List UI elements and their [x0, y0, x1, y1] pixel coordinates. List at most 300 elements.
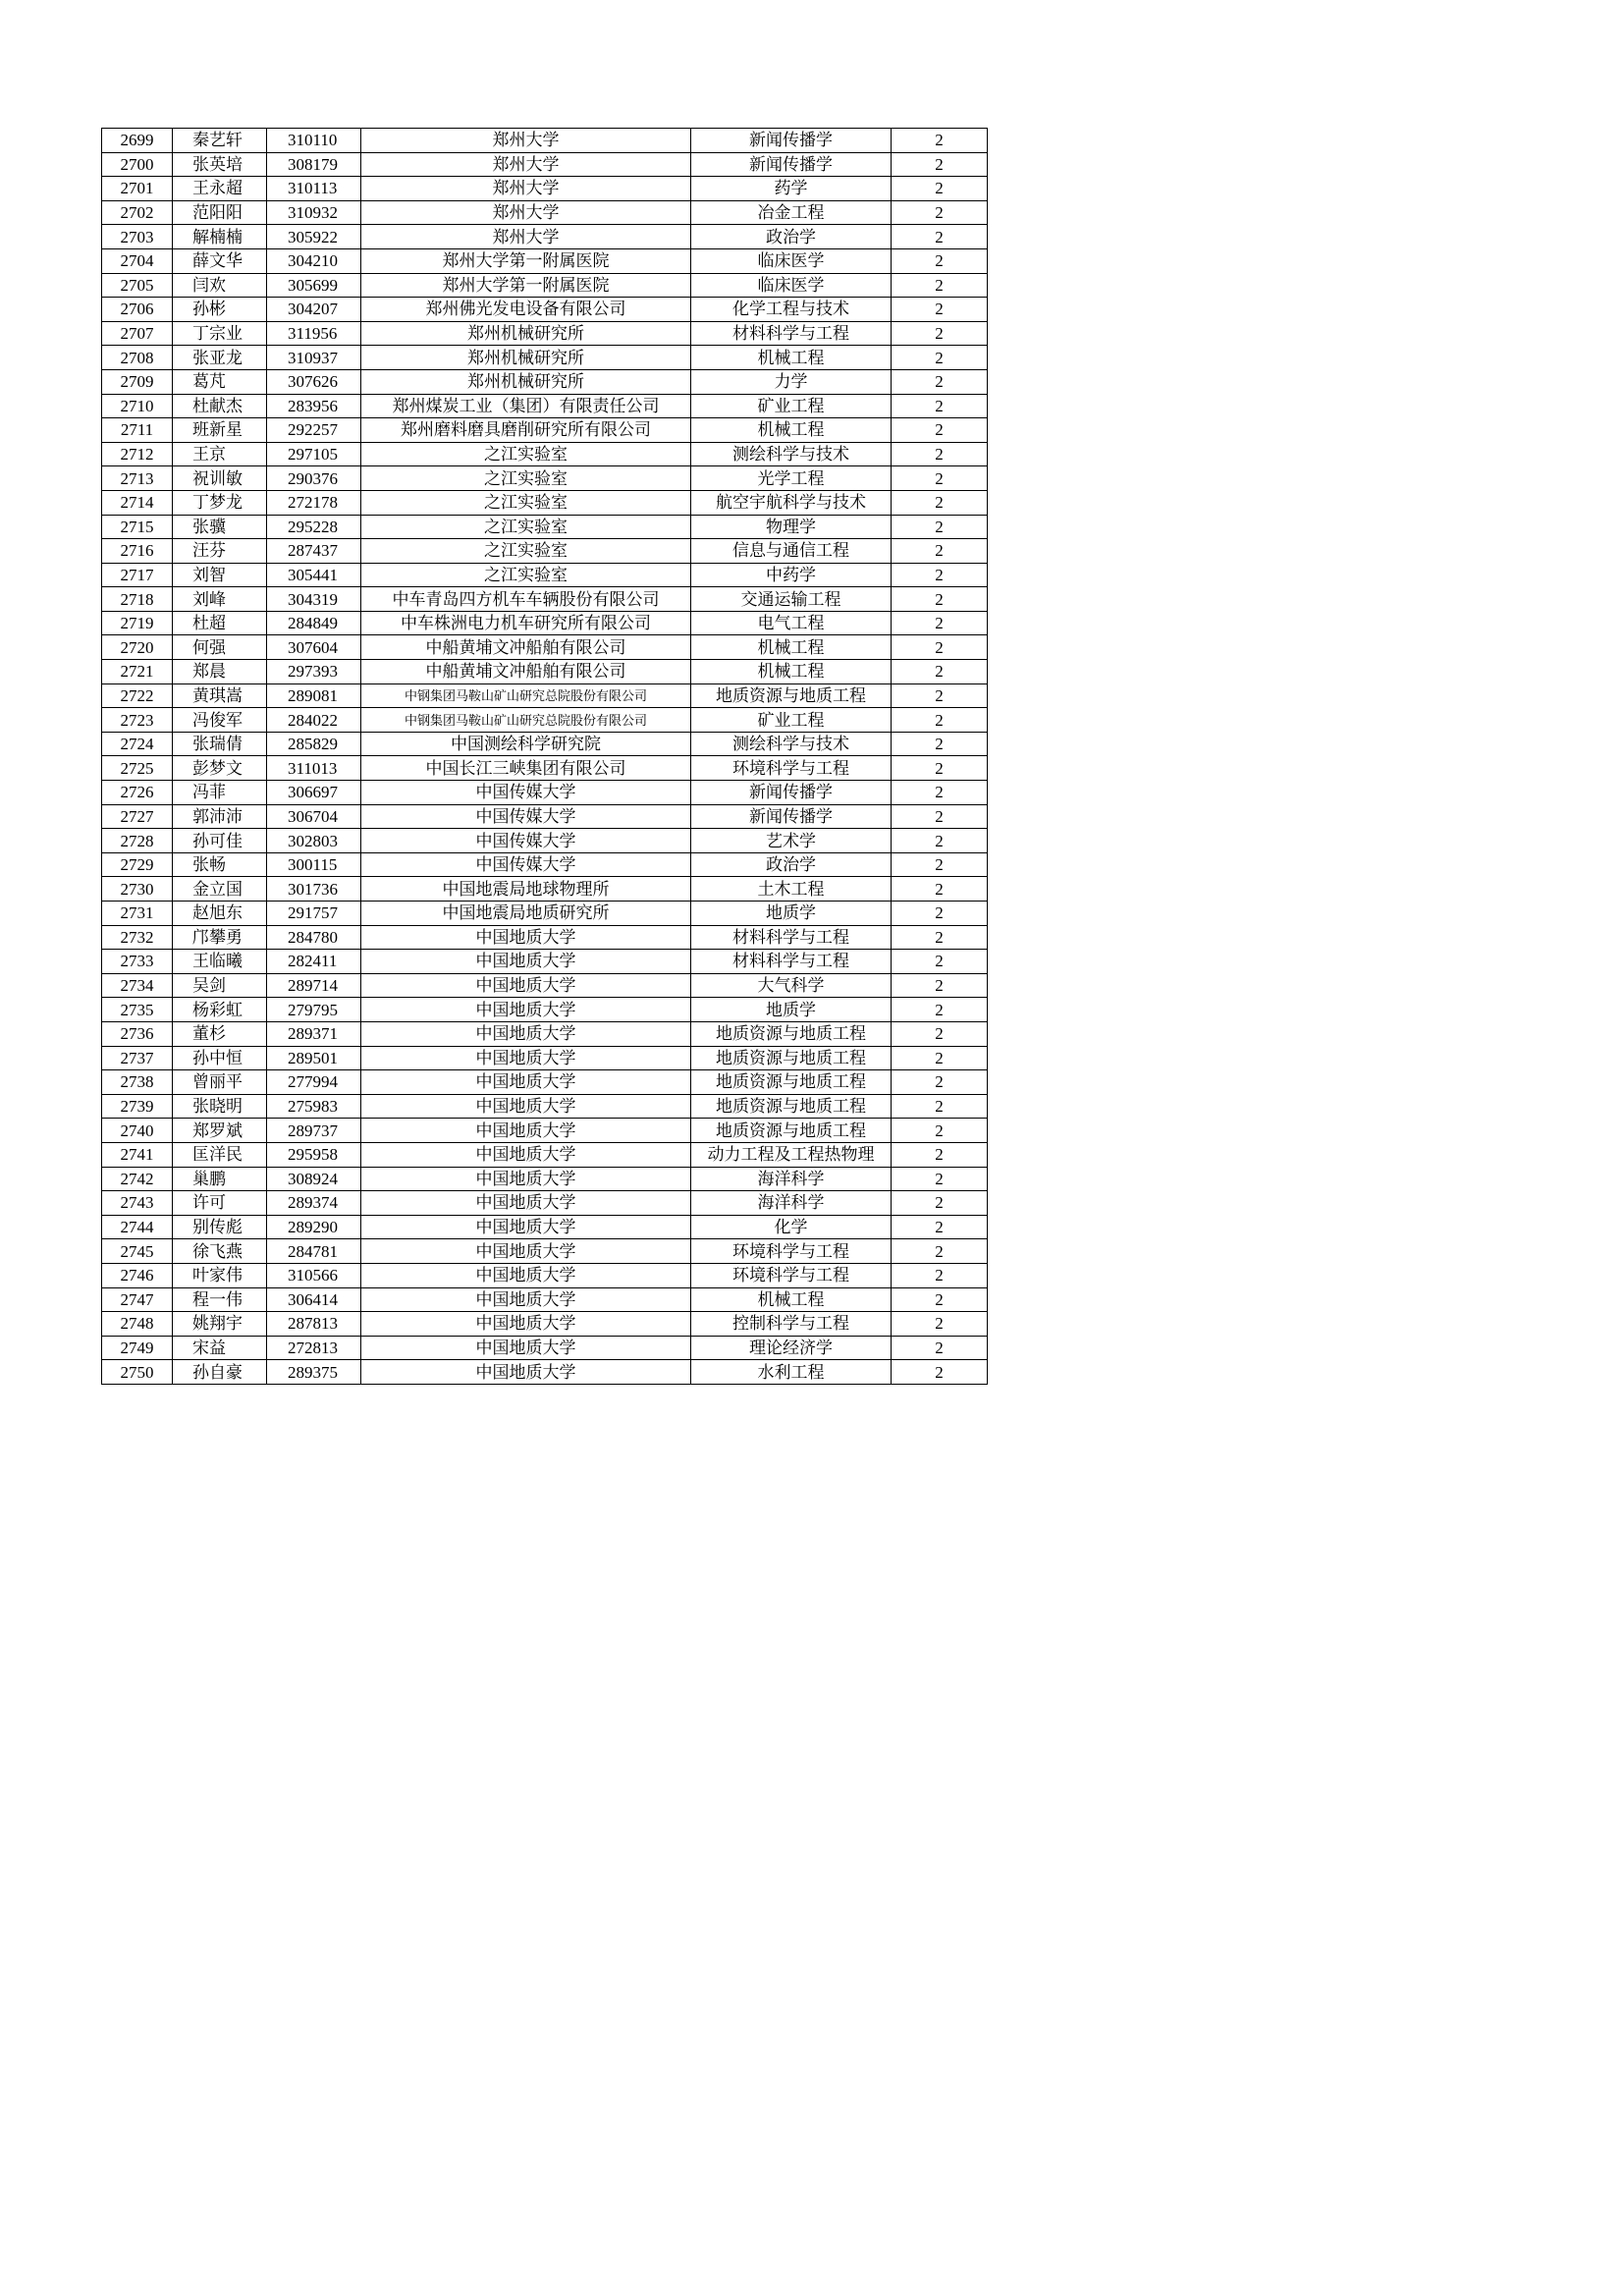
- cell-name: 郭沛沛: [173, 804, 267, 829]
- cell-id: 289374: [267, 1191, 361, 1216]
- cell-seq: 2743: [102, 1191, 173, 1216]
- cell-discipline: 材料科学与工程: [691, 321, 892, 346]
- cell-discipline: 海洋科学: [691, 1167, 892, 1191]
- cell-score: 2: [892, 394, 988, 418]
- cell-id: 307626: [267, 369, 361, 394]
- cell-institution: 郑州大学第一附属医院: [361, 273, 691, 298]
- cell-seq: 2731: [102, 902, 173, 926]
- cell-discipline: 材料科学与工程: [691, 950, 892, 974]
- cell-id: 284849: [267, 611, 361, 635]
- cell-score: 2: [892, 1312, 988, 1337]
- cell-score: 2: [892, 1070, 988, 1095]
- cell-discipline: 动力工程及工程热物理: [691, 1142, 892, 1167]
- cell-institution: 之江实验室: [361, 490, 691, 515]
- cell-id: 304207: [267, 298, 361, 322]
- cell-score: 2: [892, 1191, 988, 1216]
- cell-name: 孙自豪: [173, 1360, 267, 1385]
- cell-institution: 中国地质大学: [361, 1215, 691, 1239]
- cell-score: 2: [892, 1167, 988, 1191]
- cell-seq: 2713: [102, 466, 173, 491]
- cell-institution: 中国地质大学: [361, 1167, 691, 1191]
- cell-institution: 中国地质大学: [361, 1360, 691, 1385]
- cell-score: 2: [892, 346, 988, 370]
- cell-name: 冯俊军: [173, 708, 267, 733]
- cell-seq: 2714: [102, 490, 173, 515]
- table-row: [102, 732, 988, 756]
- cell-id: 310113: [267, 177, 361, 201]
- cell-discipline: 新闻传播学: [691, 152, 892, 177]
- cell-seq: 2738: [102, 1070, 173, 1095]
- cell-seq: 2704: [102, 248, 173, 273]
- cell-score: 2: [892, 1021, 988, 1046]
- table-row: [102, 973, 988, 998]
- cell-id: 289737: [267, 1119, 361, 1143]
- table-row: [102, 708, 988, 733]
- table-row: [102, 298, 988, 322]
- cell-score: 2: [892, 490, 988, 515]
- cell-score: 2: [892, 708, 988, 733]
- cell-discipline: 环境科学与工程: [691, 1263, 892, 1287]
- cell-seq: 2705: [102, 273, 173, 298]
- cell-score: 2: [892, 1287, 988, 1312]
- cell-score: 2: [892, 781, 988, 805]
- cell-score: 2: [892, 1094, 988, 1119]
- cell-institution: 中国地质大学: [361, 1239, 691, 1264]
- cell-id: 306414: [267, 1287, 361, 1312]
- cell-score: 2: [892, 587, 988, 612]
- cell-id: 305922: [267, 225, 361, 249]
- table-row: [102, 515, 988, 539]
- cell-id: 305699: [267, 273, 361, 298]
- cell-discipline: 理论经济学: [691, 1336, 892, 1360]
- cell-name: 张畅: [173, 852, 267, 877]
- cell-discipline: 艺术学: [691, 829, 892, 853]
- cell-name: 杜献杰: [173, 394, 267, 418]
- cell-name: 金立国: [173, 877, 267, 902]
- cell-institution: 中国地质大学: [361, 1336, 691, 1360]
- cell-score: 2: [892, 563, 988, 587]
- cell-id: 300115: [267, 852, 361, 877]
- cell-seq: 2710: [102, 394, 173, 418]
- cell-score: 2: [892, 925, 988, 950]
- cell-institution: 郑州大学: [361, 152, 691, 177]
- cell-name: 班新星: [173, 418, 267, 443]
- cell-name: 丁宗业: [173, 321, 267, 346]
- cell-institution: 中国传媒大学: [361, 804, 691, 829]
- cell-id: 310932: [267, 200, 361, 225]
- cell-seq: 2709: [102, 369, 173, 394]
- cell-score: 2: [892, 902, 988, 926]
- cell-institution: 中钢集团马鞍山矿山研究总院股份有限公司: [361, 708, 691, 733]
- table-row: [102, 998, 988, 1022]
- cell-discipline: 地质资源与地质工程: [691, 1094, 892, 1119]
- cell-name: 范阳阳: [173, 200, 267, 225]
- cell-name: 张英培: [173, 152, 267, 177]
- cell-seq: 2747: [102, 1287, 173, 1312]
- table-row: [102, 852, 988, 877]
- cell-name: 刘智: [173, 563, 267, 587]
- cell-discipline: 地质资源与地质工程: [691, 683, 892, 708]
- cell-institution: 郑州磨料磨具磨削研究所有限公司: [361, 418, 691, 443]
- cell-discipline: 临床医学: [691, 273, 892, 298]
- cell-id: 291757: [267, 902, 361, 926]
- cell-institution: 中国长江三峡集团有限公司: [361, 756, 691, 781]
- cell-name: 赵旭东: [173, 902, 267, 926]
- cell-id: 272178: [267, 490, 361, 515]
- cell-institution: 郑州机械研究所: [361, 346, 691, 370]
- table-row: [102, 925, 988, 950]
- cell-id: 306704: [267, 804, 361, 829]
- cell-seq: 2750: [102, 1360, 173, 1385]
- cell-seq: 2727: [102, 804, 173, 829]
- table-row: [102, 877, 988, 902]
- cell-seq: 2716: [102, 539, 173, 564]
- cell-discipline: 环境科学与工程: [691, 756, 892, 781]
- cell-id: 311013: [267, 756, 361, 781]
- cell-id: 295228: [267, 515, 361, 539]
- cell-discipline: 机械工程: [691, 346, 892, 370]
- cell-id: 311956: [267, 321, 361, 346]
- cell-score: 2: [892, 515, 988, 539]
- cell-seq: 2736: [102, 1021, 173, 1046]
- cell-name: 孙中恒: [173, 1046, 267, 1070]
- cell-id: 308924: [267, 1167, 361, 1191]
- cell-discipline: 地质资源与地质工程: [691, 1021, 892, 1046]
- cell-id: 305441: [267, 563, 361, 587]
- cell-discipline: 电气工程: [691, 611, 892, 635]
- cell-id: 272813: [267, 1336, 361, 1360]
- cell-name: 姚翔宇: [173, 1312, 267, 1337]
- table-row: [102, 829, 988, 853]
- cell-institution: 中国地质大学: [361, 998, 691, 1022]
- cell-name: 王京: [173, 442, 267, 466]
- cell-institution: 郑州大学: [361, 225, 691, 249]
- cell-institution: 之江实验室: [361, 539, 691, 564]
- cell-id: 289375: [267, 1360, 361, 1385]
- cell-score: 2: [892, 852, 988, 877]
- cell-id: 283956: [267, 394, 361, 418]
- table-row: [102, 152, 988, 177]
- cell-discipline: 临床医学: [691, 248, 892, 273]
- cell-discipline: 地质学: [691, 998, 892, 1022]
- cell-institution: 郑州大学: [361, 177, 691, 201]
- cell-name: 王永超: [173, 177, 267, 201]
- cell-score: 2: [892, 998, 988, 1022]
- cell-score: 2: [892, 732, 988, 756]
- cell-name: 刘峰: [173, 587, 267, 612]
- cell-seq: 2741: [102, 1142, 173, 1167]
- cell-institution: 中国地质大学: [361, 1191, 691, 1216]
- cell-name: 汪芬: [173, 539, 267, 564]
- cell-id: 289371: [267, 1021, 361, 1046]
- cell-id: 287813: [267, 1312, 361, 1337]
- cell-name: 邝攀勇: [173, 925, 267, 950]
- cell-score: 2: [892, 418, 988, 443]
- cell-seq: 2726: [102, 781, 173, 805]
- cell-seq: 2744: [102, 1215, 173, 1239]
- cell-discipline: 地质资源与地质工程: [691, 1046, 892, 1070]
- cell-id: 308179: [267, 152, 361, 177]
- cell-id: 275983: [267, 1094, 361, 1119]
- cell-discipline: 矿业工程: [691, 708, 892, 733]
- cell-id: 310566: [267, 1263, 361, 1287]
- cell-institution: 之江实验室: [361, 563, 691, 587]
- cell-discipline: 矿业工程: [691, 394, 892, 418]
- cell-score: 2: [892, 225, 988, 249]
- cell-name: 葛芃: [173, 369, 267, 394]
- table-row: [102, 635, 988, 660]
- cell-name: 解楠楠: [173, 225, 267, 249]
- table-row: [102, 1263, 988, 1287]
- table-row: [102, 756, 988, 781]
- cell-institution: 中国地质大学: [361, 1287, 691, 1312]
- cell-id: 304210: [267, 248, 361, 273]
- cell-institution: 中车株洲电力机车研究所有限公司: [361, 611, 691, 635]
- cell-discipline: 信息与通信工程: [691, 539, 892, 564]
- table-row: [102, 1021, 988, 1046]
- table-row: [102, 804, 988, 829]
- cell-institution: 郑州煤炭工业（集团）有限责任公司: [361, 394, 691, 418]
- cell-seq: 2749: [102, 1336, 173, 1360]
- cell-seq: 2739: [102, 1094, 173, 1119]
- cell-name: 董杉: [173, 1021, 267, 1046]
- cell-discipline: 新闻传播学: [691, 781, 892, 805]
- table-row: [102, 1191, 988, 1216]
- cell-seq: 2723: [102, 708, 173, 733]
- table-row: [102, 950, 988, 974]
- cell-institution: 中国传媒大学: [361, 781, 691, 805]
- cell-score: 2: [892, 298, 988, 322]
- cell-id: 285829: [267, 732, 361, 756]
- table-row: [102, 248, 988, 273]
- table-row: [102, 781, 988, 805]
- cell-name: 丁梦龙: [173, 490, 267, 515]
- cell-seq: 2700: [102, 152, 173, 177]
- cell-seq: 2721: [102, 660, 173, 684]
- cell-score: 2: [892, 539, 988, 564]
- cell-discipline: 大气科学: [691, 973, 892, 998]
- cell-institution: 中国地质大学: [361, 1021, 691, 1046]
- cell-seq: 2720: [102, 635, 173, 660]
- cell-institution: 中钢集团马鞍山矿山研究总院股份有限公司: [361, 683, 691, 708]
- cell-institution: 郑州佛光发电设备有限公司: [361, 298, 691, 322]
- cell-institution: 中国地质大学: [361, 1094, 691, 1119]
- cell-institution: 中国地质大学: [361, 1312, 691, 1337]
- roster-table: [101, 128, 988, 1385]
- cell-id: 289714: [267, 973, 361, 998]
- cell-discipline: 冶金工程: [691, 200, 892, 225]
- cell-id: 304319: [267, 587, 361, 612]
- table-row: [102, 660, 988, 684]
- cell-name: 孙可佳: [173, 829, 267, 853]
- cell-seq: 2706: [102, 298, 173, 322]
- cell-score: 2: [892, 611, 988, 635]
- cell-discipline: 地质资源与地质工程: [691, 1070, 892, 1095]
- cell-score: 2: [892, 660, 988, 684]
- cell-score: 2: [892, 1215, 988, 1239]
- cell-seq: 2712: [102, 442, 173, 466]
- cell-institution: 中车青岛四方机车车辆股份有限公司: [361, 587, 691, 612]
- cell-seq: 2703: [102, 225, 173, 249]
- table-row: [102, 1119, 988, 1143]
- cell-seq: 2718: [102, 587, 173, 612]
- cell-id: 310110: [267, 129, 361, 153]
- cell-seq: 2737: [102, 1046, 173, 1070]
- cell-discipline: 政治学: [691, 852, 892, 877]
- table-row: [102, 369, 988, 394]
- cell-name: 张亚龙: [173, 346, 267, 370]
- cell-score: 2: [892, 466, 988, 491]
- cell-score: 2: [892, 950, 988, 974]
- table-row: [102, 200, 988, 225]
- cell-seq: 2748: [102, 1312, 173, 1337]
- cell-name: 张瑞倩: [173, 732, 267, 756]
- cell-name: 杜超: [173, 611, 267, 635]
- table-row: [102, 273, 988, 298]
- cell-score: 2: [892, 804, 988, 829]
- table-row: [102, 1167, 988, 1191]
- cell-seq: 2730: [102, 877, 173, 902]
- table-row: [102, 1312, 988, 1337]
- cell-score: 2: [892, 273, 988, 298]
- cell-name: 巢鹏: [173, 1167, 267, 1191]
- cell-discipline: 新闻传播学: [691, 804, 892, 829]
- cell-seq: 2724: [102, 732, 173, 756]
- table-row: [102, 1287, 988, 1312]
- cell-id: 292257: [267, 418, 361, 443]
- table-row: [102, 1239, 988, 1264]
- cell-score: 2: [892, 683, 988, 708]
- cell-institution: 之江实验室: [361, 515, 691, 539]
- cell-score: 2: [892, 1336, 988, 1360]
- cell-id: 297105: [267, 442, 361, 466]
- cell-seq: 2717: [102, 563, 173, 587]
- cell-institution: 中国地质大学: [361, 1142, 691, 1167]
- cell-seq: 2746: [102, 1263, 173, 1287]
- cell-id: 302803: [267, 829, 361, 853]
- cell-id: 277994: [267, 1070, 361, 1095]
- cell-name: 张晓明: [173, 1094, 267, 1119]
- cell-id: 284781: [267, 1239, 361, 1264]
- table-row: [102, 902, 988, 926]
- table-row: [102, 346, 988, 370]
- cell-seq: 2745: [102, 1239, 173, 1264]
- cell-name: 张骥: [173, 515, 267, 539]
- cell-discipline: 测绘科学与技术: [691, 442, 892, 466]
- cell-name: 郑罗斌: [173, 1119, 267, 1143]
- cell-seq: 2711: [102, 418, 173, 443]
- cell-score: 2: [892, 248, 988, 273]
- cell-name: 郑晨: [173, 660, 267, 684]
- cell-name: 叶家伟: [173, 1263, 267, 1287]
- cell-score: 2: [892, 1142, 988, 1167]
- table-row: [102, 1360, 988, 1385]
- cell-score: 2: [892, 1046, 988, 1070]
- cell-name: 孙彬: [173, 298, 267, 322]
- cell-score: 2: [892, 1263, 988, 1287]
- cell-id: 284022: [267, 708, 361, 733]
- cell-institution: 中国地质大学: [361, 1070, 691, 1095]
- cell-name: 闫欢: [173, 273, 267, 298]
- cell-id: 289081: [267, 683, 361, 708]
- cell-seq: 2729: [102, 852, 173, 877]
- cell-name: 别传彪: [173, 1215, 267, 1239]
- cell-seq: 2707: [102, 321, 173, 346]
- table-row: [102, 539, 988, 564]
- cell-discipline: 航空宇航科学与技术: [691, 490, 892, 515]
- cell-discipline: 海洋科学: [691, 1191, 892, 1216]
- cell-institution: 中国传媒大学: [361, 852, 691, 877]
- cell-score: 2: [892, 1119, 988, 1143]
- cell-seq: 2728: [102, 829, 173, 853]
- cell-seq: 2708: [102, 346, 173, 370]
- table-row: [102, 225, 988, 249]
- cell-seq: 2740: [102, 1119, 173, 1143]
- table-row: [102, 1046, 988, 1070]
- cell-institution: 中船黄埔文冲船舶有限公司: [361, 635, 691, 660]
- cell-institution: 中国地震局地球物理所: [361, 877, 691, 902]
- cell-seq: 2732: [102, 925, 173, 950]
- cell-institution: 郑州大学第一附属医院: [361, 248, 691, 273]
- cell-score: 2: [892, 1239, 988, 1264]
- cell-institution: 中船黄埔文冲船舶有限公司: [361, 660, 691, 684]
- cell-id: 301736: [267, 877, 361, 902]
- table-row: [102, 466, 988, 491]
- table-row: [102, 490, 988, 515]
- cell-name: 宋益: [173, 1336, 267, 1360]
- cell-name: 曾丽平: [173, 1070, 267, 1095]
- cell-seq: 2742: [102, 1167, 173, 1191]
- cell-seq: 2725: [102, 756, 173, 781]
- table-row: [102, 442, 988, 466]
- cell-discipline: 中药学: [691, 563, 892, 587]
- cell-discipline: 物理学: [691, 515, 892, 539]
- cell-seq: 2735: [102, 998, 173, 1022]
- cell-institution: 中国地质大学: [361, 925, 691, 950]
- table-row: [102, 1070, 988, 1095]
- cell-name: 薛文华: [173, 248, 267, 273]
- cell-discipline: 力学: [691, 369, 892, 394]
- table-body: [102, 129, 988, 1385]
- cell-score: 2: [892, 200, 988, 225]
- cell-discipline: 材料科学与工程: [691, 925, 892, 950]
- cell-seq: 2734: [102, 973, 173, 998]
- cell-discipline: 地质学: [691, 902, 892, 926]
- table-row: [102, 418, 988, 443]
- cell-discipline: 土木工程: [691, 877, 892, 902]
- cell-name: 黄琪嵩: [173, 683, 267, 708]
- cell-name: 王临曦: [173, 950, 267, 974]
- cell-institution: 中国地质大学: [361, 973, 691, 998]
- cell-name: 彭梦文: [173, 756, 267, 781]
- table-row: [102, 683, 988, 708]
- cell-institution: 之江实验室: [361, 466, 691, 491]
- cell-score: 2: [892, 152, 988, 177]
- cell-institution: 中国传媒大学: [361, 829, 691, 853]
- cell-name: 许可: [173, 1191, 267, 1216]
- cell-discipline: 地质资源与地质工程: [691, 1119, 892, 1143]
- cell-seq: 2699: [102, 129, 173, 153]
- cell-id: 290376: [267, 466, 361, 491]
- cell-institution: 中国测绘科学研究院: [361, 732, 691, 756]
- cell-institution: 中国地震局地质研究所: [361, 902, 691, 926]
- cell-score: 2: [892, 756, 988, 781]
- cell-id: 279795: [267, 998, 361, 1022]
- cell-discipline: 机械工程: [691, 660, 892, 684]
- cell-institution: 郑州大学: [361, 129, 691, 153]
- cell-discipline: 机械工程: [691, 635, 892, 660]
- table-row: [102, 611, 988, 635]
